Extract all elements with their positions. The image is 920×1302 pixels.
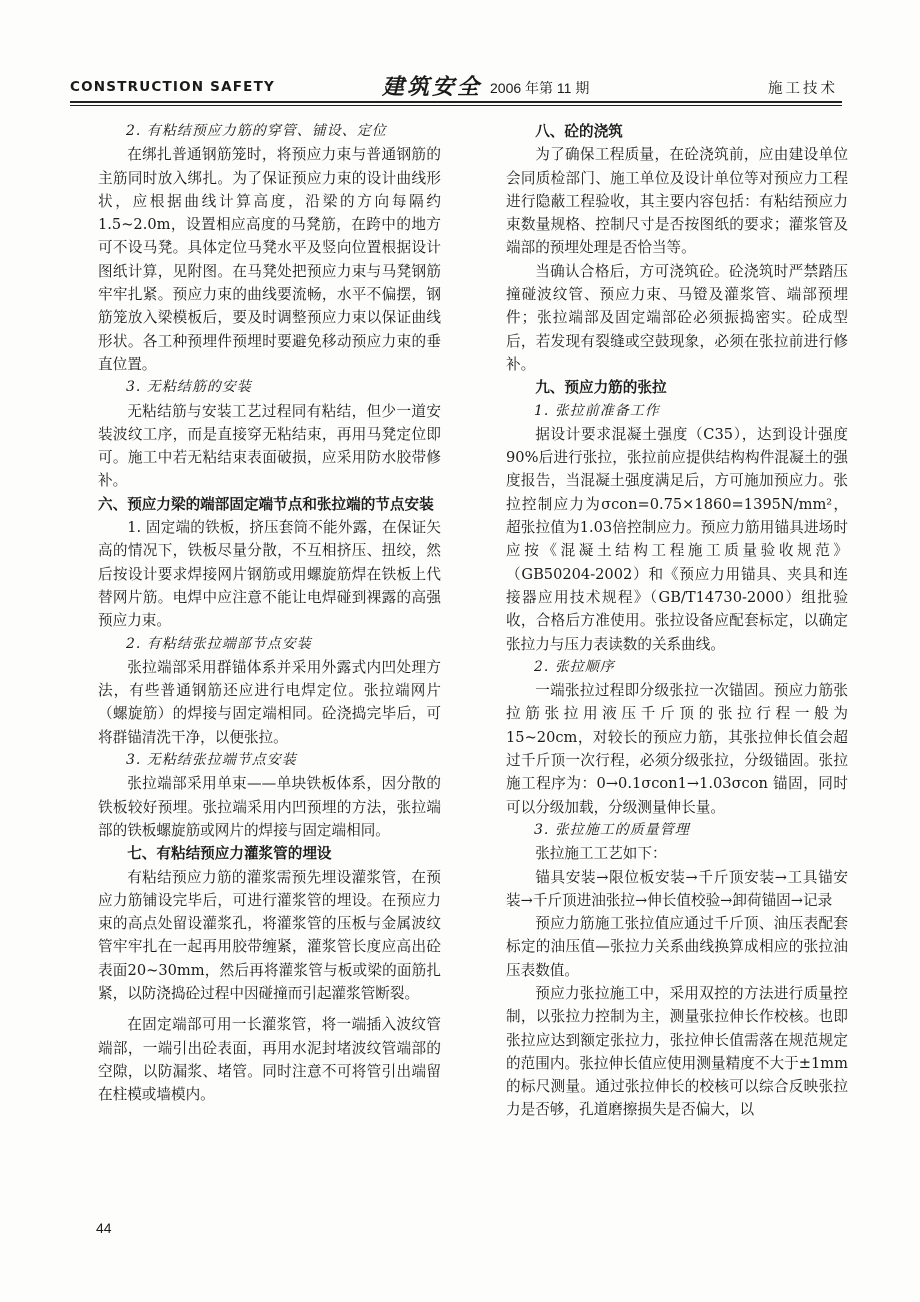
section-heading: 六、预应力梁的端部固定端节点和张拉端的节点安装: [98, 495, 434, 513]
subheading: 3. 无粘结筋的安装: [126, 379, 252, 396]
paragraph: 据设计要求混凝土强度（C35），达到设计强度90%后进行张拉，张拉前应提供结构构件混凝土的强度报告，当混凝土强度满足后，方可施加预应力。张拉控制应力为σcon=0.75×1860=1395N/mm²，超张拉值为1.03倍控制应力。预应力筋用锚具进场时应按《混凝土结构工程施工质量验收规范》（GB50204-2002）和《预应力用锚具、夹具和连接器应用技术规程》（GB/T14730-2000）组批验收，合格后方准使用。张拉设备应配套标定，以确定张拉力与压力表读数的关系曲线。: [506, 425, 848, 653]
magazine-logo: 建筑安全: [382, 74, 483, 100]
right-column: [506, 120, 848, 1122]
page-number: 44: [96, 1220, 112, 1236]
paragraph: 当确认合格后，方可浇筑砼。砼浇筑时严禁踏压撞碰波纹管、预应力束、马镫及灌浆管、端部预埋件；张拉端部及固定端部砼必须振捣密实。砼成型后，若发现有裂缝或空鼓现象，必须在张拉前进行修补。: [506, 262, 848, 373]
paragraph: 锚具安装→限位板安装→千斤顶安装→工具锚安装→千斤顶进油张拉→伸长值校验→卸荷锚固→记录: [506, 868, 848, 909]
section-heading: 九、预应力筋的张拉: [535, 379, 667, 397]
paragraph: 一端张拉过程即分级张拉一次锚固。预应力筋张拉筋张拉用液压千斤顶的张拉行程一般为15~20cm，对较长的预应力筋，其张拉伸长值会超过千斤顶一次行程，必须分级张拉，分级锚固。张拉施工程序为：0→0.1σcon1→1.03σcon 锚固，同时可以分级加载，分级测量伸长量。: [506, 682, 848, 816]
paragraph: 为了确保工程质量，在砼浇筑前，应由建设单位会同质检部门、施工单位及设计单位等对预应力工程进行隐蔽工程验收，其主要内容包括：有粘结预应力束数量规格、控制尺寸是否按图纸的要求；灌浆管及端部的预埋处理是否恰当等。: [506, 146, 848, 257]
running-header: [70, 72, 842, 102]
paragraph: 在固定端部可用一长灌浆管，将一端插入波纹管端部，一端引出砼表面，再用水泥封堵波纹管端部的空隙，以防漏浆、堵管。同时注意不可将管引出端留在柱模或墙模内。: [98, 1016, 441, 1104]
paragraph: 预应力张拉施工中，采用双控的方法进行质量控制，以张拉力控制为主，测量张拉伸长作校核。也即张拉应达到额定张拉力，张拉伸长值需落在规范规定的范围内。张拉伸长值应使用测量精度不大于±1mm的标尺测量。通过张拉伸长的校核可以综合反映张拉力是否够，孔道磨擦损失是否偏大，以: [506, 984, 848, 1119]
paragraph: 有粘结预应力筋的灌浆需预先埋设灌浆管，在预应力筋铺设完毕后，可进行灌浆管的埋设。在预应力束的高点处留设灌浆孔，将灌浆管的压板与金属波纹管牢牢扎在一起再用胶带缠紧，灌浆管长度应高出砼表面20~30mm，然后再将灌浆管与板或梁的面筋扎紧，以防浇捣砼过程中因碰撞而引起灌浆管断裂。: [98, 868, 441, 1002]
issue-label: 2006 年第 11 期: [490, 80, 590, 96]
subheading: 2. 有粘结张拉端部节点安装: [126, 635, 312, 652]
subheading: 2. 有粘结预应力筋的穿管、铺设、定位: [126, 123, 387, 139]
header-rule-thin: [70, 105, 842, 106]
paragraph: 无粘结筋与安装工艺过程同有粘结，但少一道安装波纹工序，而是直接穿无粘结束，再用马凳定位即可。施工中若无粘结束表面破损，应采用防水胶带修补。: [98, 402, 441, 490]
paragraph: 预应力筋施工张拉值应通过千斤顶、油压表配套标定的油压值—张拉力关系曲线换算成相应的张拉油压表数值。: [506, 915, 848, 979]
paragraph: 张拉端部采用单束——单块铁板体系，因分散的铁板较好预埋。张拉端采用内凹预埋的方法，张拉端部的铁板螺旋筋或网片的焊接与固定端相同。: [98, 775, 441, 839]
paragraph: 1. 固定端的铁板，挤压套筒不能外露，在保证矢高的情况下，铁板尽量分散，不互相挤压、扭绞，然后按设计要求焊接网片钢筋或用螺旋筋焊在铁板上代替网片筋。电焊中应注意不能让电焊碰到裸露的高强预应力束。: [98, 519, 441, 630]
subheading: 2. 张拉顺序: [534, 658, 615, 675]
magazine-name: CONSTRUCTION SAFETY: [70, 79, 275, 95]
subheading: 3. 张拉施工的质量管理: [534, 821, 690, 838]
section-heading: 八、砼的浇筑: [535, 123, 623, 140]
section-label: 施工技术: [768, 81, 838, 97]
paragraph: 张拉施工工艺如下：: [535, 845, 667, 863]
paragraph: 张拉端部采用群锚体系并采用外露式内凹处理方法，有些普通钢筋还应进行电焊定位。张拉端网片（螺旋筋）的焊接与固定端相同。砼浇捣完毕后，可将群锚清洗干净，以便张拉。: [98, 658, 441, 746]
header-rule-thick: [70, 101, 842, 103]
subheading: 1. 张拉前准备工作: [534, 402, 660, 419]
subheading: 3. 无粘结张拉端节点安装: [126, 752, 297, 769]
section-heading: 七、有粘结预应力灌浆管的埋设: [127, 845, 332, 863]
paragraph: 在绑扎普通钢筋笼时，将预应力束与普通钢筋的主筋同时放入绑扎。为了保证预应力束的设计曲线形状，应根据曲线计算高度，沿梁的方向每隔约1.5~2.0m，设置相应高度的马凳筋，在跨中的地方可不设马凳。具体定位马凳水平及竖向位置根据设计图纸计算，见附图。在马凳处把预应力束与马凳钢筋牢牢扎紧。预应力束的曲线要流畅，水平不偏摆，钢筋笼放入梁模板后，要及时调整预应力束以保证曲线形状。各工种预埋件预埋时要避免移动预应力束的垂直位置。: [98, 146, 441, 373]
left-column: [98, 120, 441, 1106]
